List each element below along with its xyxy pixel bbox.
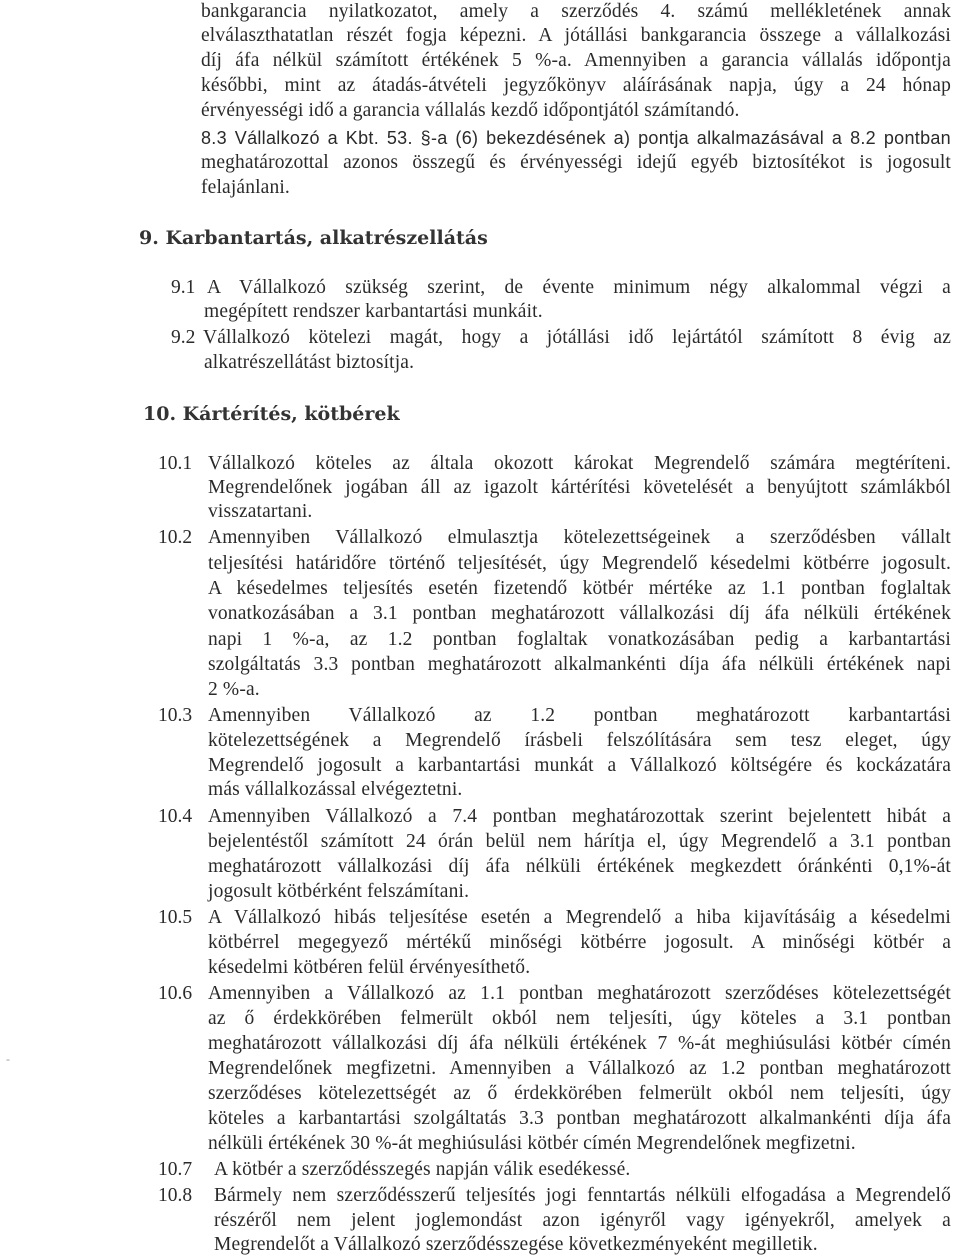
text-line: Megrendelőt a Vállalkozó szerződésszegése következményeként megilletik.: [214, 1234, 818, 1255]
clause-number: 9.1: [171, 277, 196, 298]
text-line: kötelezettségének a Megrendelő írásbeli felszólítására sem tesz eleget, úgy: [208, 730, 951, 751]
section-10-heading: 10. Kártérítés, kötbérek: [143, 403, 400, 425]
text-line: késedelmi kötbéren felül érvényesíthető.: [208, 957, 531, 978]
clause-number: 10.3: [158, 705, 193, 726]
text-line: szolgáltatás 3.3 pontban meghatározott alkalmankénti díja áfa nélküli értékének napi: [208, 654, 951, 675]
text-line: köteles a karbantartási szolgáltatás 3.3 pontban meghatározott alkalmankénti díja áfa: [208, 1108, 951, 1129]
clause-number: 10.2: [158, 527, 193, 548]
clause-number: 10.1: [158, 453, 193, 474]
text-line: visszatartani.: [208, 501, 313, 522]
text-line: A kötbér a szerződésszegés napján válik esedékessé.: [214, 1159, 631, 1180]
text-line: napi 1 %-a, az 1.2 pontban foglaltak vonatkozásában pedig a karbantartási: [208, 629, 951, 650]
text-line: felajánlani.: [201, 177, 290, 198]
text-line: A Vállalkozó szükség szerint, de évente minimum négy alkalommal végzi a: [207, 277, 951, 298]
text-line: Megrendelőnek jogában áll az igazolt kártérítési követelését a benyújtott számlákból: [208, 477, 951, 498]
text-line: alkatrészellátást biztosítja.: [204, 352, 415, 373]
clause-number: 10.5: [158, 907, 193, 928]
clause-number: 10.7: [158, 1159, 193, 1180]
text-line: későbbi, mint az átadás-átvételi jegyzőkönyv aláírásának napja, úgy a 24 hónap: [201, 75, 951, 96]
text-line: díj áfa nélkül számított értékének 5 %-a. Amennyiben a garancia vállalás időpontja: [201, 50, 951, 71]
text-line: szerződéses kötelezettségét az ő érdekkörében felmerült okból nem teljesíti, úgy: [208, 1083, 951, 1104]
section-9-heading: 9. Karbantartás, alkatrészellátás: [139, 227, 488, 249]
text-line: meghatározott vállalkozási díj áfa nélküli értékének megkezdett óránkénti 0,1%-át: [208, 856, 951, 877]
text-line: Amennyiben Vállalkozó a 7.4 pontban meghatározottak szerint bejelentett hibát a: [208, 806, 951, 827]
text-line: A késedelmes teljesítés esetén fizetendő kötbér mértéke az 1.1 pontban foglaltak: [208, 578, 951, 599]
text-line: Amennyiben Vállalkozó az 1.2 pontban meghatározott karbantartási: [208, 705, 951, 726]
text-line: bejelentéstől számított 24 órán belül nem hárítja el, úgy Megrendelő a 3.1 pontban: [208, 831, 951, 852]
text-line: Vállalkozó köteles az általa okozott károkat Megrendelő számára megtéríteni.: [208, 453, 951, 474]
text-line: 2 %-a.: [208, 679, 260, 700]
text-line: meghatározottal azonos összegű és érvényességi idejű egyéb biztosítékot is jogosult: [201, 152, 951, 173]
text-line: 8.3 Vállalkozó a Kbt. 53. §-a (6) bekezdésének a) pontja alkalmazásával a 8.2 pontban: [201, 128, 951, 148]
text-line: Vállalkozó kötelezi magát, hogy a jótállási idő lejártától számított 8 évig az: [203, 327, 951, 348]
margin-mark: -: [6, 1052, 10, 1066]
text-line: Bármely nem szerződésszerű teljesítés jogi fenntartás nélküli elfogadása a Megrendelő: [214, 1185, 951, 1206]
text-line: A Vállalkozó hibás teljesítése esetén a Megrendelő a hiba kijavításáig a késedelmi: [208, 907, 951, 928]
clause-number: 9.2: [171, 327, 196, 348]
text-line: az ő érdekkörében felmerült okból nem teljesíti, úgy köteles a 3.1 pontban: [208, 1008, 951, 1029]
text-line: más vállalkozással elvégeztetni.: [208, 779, 463, 800]
text-line: jogosult kötbérként felszámítani.: [208, 881, 470, 902]
text-line: elválaszthatatlan részét fogja képezni. A jótállási bankgarancia összege a vállalkozási: [201, 25, 951, 46]
clause-number: 10.4: [158, 806, 193, 827]
text-line: Amennyiben Vállalkozó elmulasztja kötelezettségeinek a szerződésben vállalt: [208, 527, 951, 548]
text-line: érvényességi idő a garancia vállalás kezdő időpontjától számítandó.: [201, 100, 740, 121]
clause-number: 10.8: [158, 1185, 193, 1206]
text-line: megépített rendszer karbantartási munkáit.: [204, 301, 543, 322]
text-line: Megrendelőnek megfizetni. Amennyiben a Vállalkozó az 1.2 pontban meghatározott: [208, 1058, 951, 1079]
text-line: meghatározott vállalkozási díj áfa nélküli értékének 7 %-át meghiúsulási kötbér címén: [208, 1033, 951, 1054]
text-line: Amennyiben a Vállalkozó az 1.1 pontban meghatározott szerződéses kötelezettségét: [208, 983, 951, 1004]
clause-number: 10.6: [158, 983, 193, 1004]
text-line: teljesítési határidőre történő teljesítését, úgy Megrendelő késedelmi kötbérre jogosult.: [208, 553, 951, 574]
text-line: nélküli értékének 30 %-át meghiúsulási kötbér címén Megrendelőnek megfizetni.: [208, 1133, 856, 1154]
text-line: vonatkozásában a 3.1 pontban meghatározott vállalkozási díj áfa nélküli értékének: [208, 603, 951, 624]
text-line: Megrendelő jogosult a karbantartási munkát a Vállalkozó költségére és kockázatára: [208, 755, 951, 776]
text-line: részéről nem jelent joglemondást azon igényről vagy igényekről, amelyek a: [214, 1210, 951, 1231]
text-line: kötbérrel megegyező mértékű minőségi kötbérre jogosult. A minőségi kötbér a: [208, 932, 951, 953]
text-line: bankgarancia nyilatkozatot, amely a szerződés 4. számú mellékletének annak: [201, 1, 951, 22]
